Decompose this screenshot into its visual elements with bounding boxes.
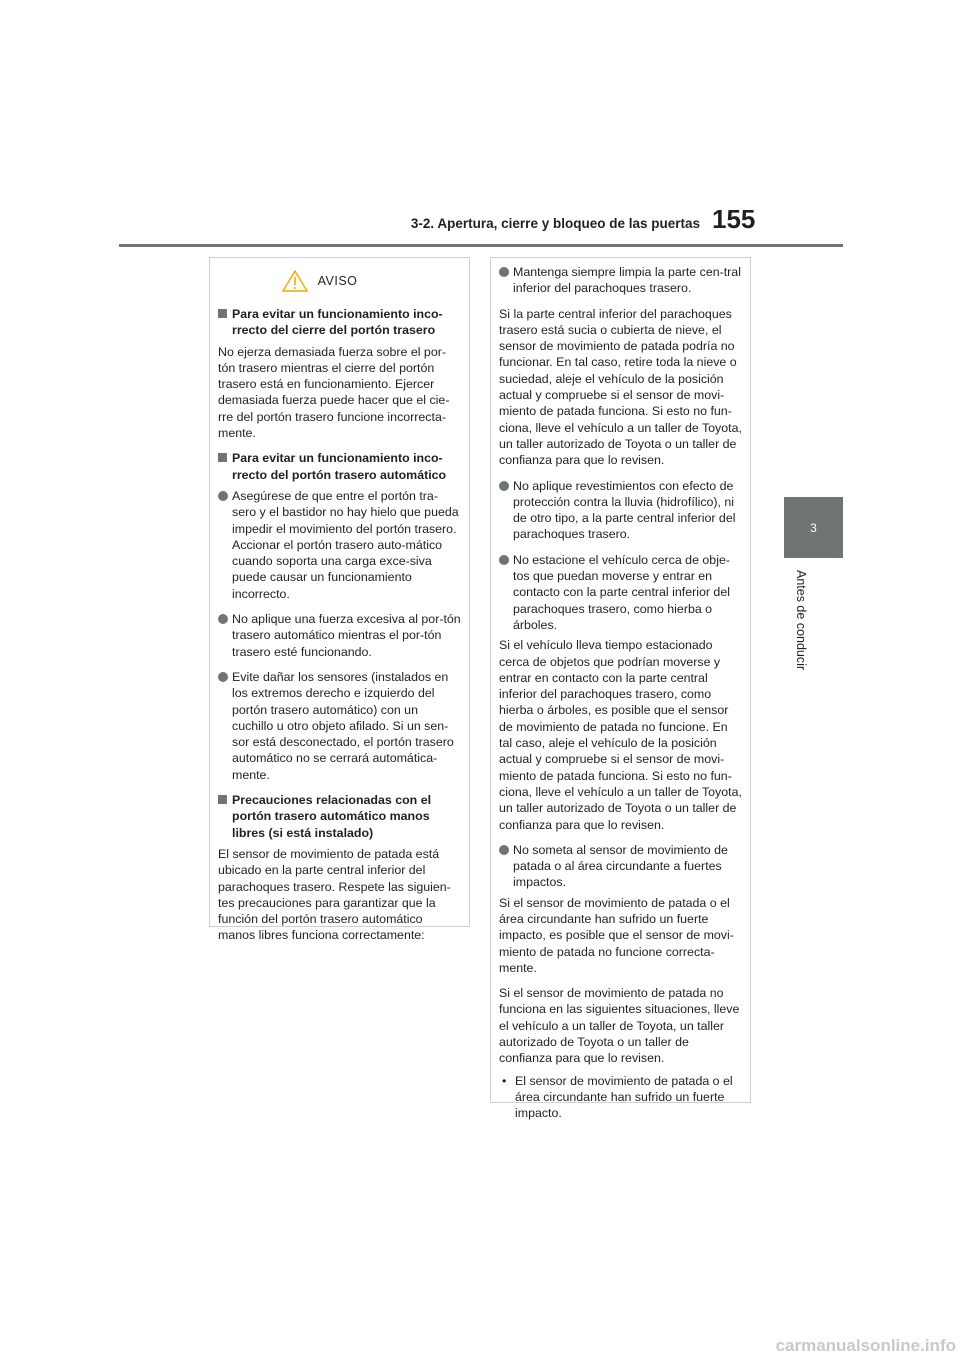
list-item-text: No someta al sensor de movimiento de patada o al área circundante a fuertes impactos. [513, 842, 728, 890]
heading-text: Precauciones relacionadas con el portón trasero automático manos libres (si está instalado) [232, 793, 432, 840]
page-number: 155 [712, 204, 756, 234]
paragraph: Si el vehículo lleva tiempo estacionado cerca de objetos que podrían moverse y entrar en contacto con la parte central inferior del parachoques trasero, como hierba o árboles, es posible que el sensor de movimiento de patada no funcione. En tal caso, aleje el vehículo de la posición actual y compruebe si el sensor de movi-miento de patada funciona. Si esto no fun-ciona, lleve el vehículo a un taller de Toyota, un taller autorizado de Toyota o un taller de confianza para que lo revisen. [499, 638, 742, 832]
list-item-text: Asegúrese de que entre el portón tra-sero y el bastidor no hay hielo que pueda impedir el movimiento del portón trasero. Accionar el portón trasero auto-mático cuando soporta una carga exce-siva puede causar un funcionamiento incorrecto. [232, 488, 459, 601]
list-item [218, 611, 461, 660]
paragraph: El sensor de movimiento de patada está ubicado en la parte central inferior del parachoques trasero. Respete las siguien-tes precauciones para garantizar que la función del portón trasero automático manos libres funciona correctamente: [218, 846, 451, 943]
heading-text: Para evitar un funcionamiento inco-rrecto del cierre del portón trasero [232, 307, 443, 338]
list-item [499, 842, 742, 891]
warning-box [209, 257, 470, 943]
list-item [218, 669, 461, 783]
watermark: carmanualsonline.info [775, 1336, 956, 1355]
circle-bullet-icon [218, 672, 228, 682]
list-item [499, 264, 742, 297]
section-heading [218, 450, 461, 483]
circle-bullet-icon [499, 845, 509, 855]
square-bullet-icon [218, 309, 227, 318]
paragraph: Si la parte central inferior del parachoques trasero está sucia o cubierta de nieve, el sensor de movimiento de patada podría no funcionar. En tal caso, retire toda la nieve o suciedad, aleje el vehículo de la posición actual y compruebe si el sensor de movi-miento de patada funciona. Si esto no fun-ciona, lleve el vehículo a un taller de Toyota, un taller autorizado de Toyota o un taller de confianza para que lo revisen. [499, 306, 742, 468]
dot-bullet: • [502, 1073, 507, 1088]
header-rule [119, 244, 843, 247]
chapter-tab [784, 497, 843, 558]
section-heading [218, 792, 461, 841]
list-item [499, 552, 742, 633]
list-item-text: No aplique revestimientos con efecto de protección contra la lluvia (hidrofílico), ni de otro tipo, a la parte central inferior del parachoques trasero. [513, 478, 736, 542]
list-item-text: Evite dañar los sensores (instalados en los extremos derecho e izquierdo del portón trasero automático) con un cuchillo u otro objeto afilado. Si un sen-sor está desconectado, el portón trasero automático no se cerrará automática-mente. [232, 669, 454, 782]
paragraph: No ejerza demasiada fuerza sobre el por-tón trasero mientras el cierre del portón trasero está en funcionamiento. Ejercer demasiada fuerza puede hacer que el cie-rre del portón trasero funcione incorrecta-mente. [218, 344, 450, 441]
circle-bullet-icon [499, 267, 509, 277]
list-item [499, 1073, 742, 1122]
chapter-number: 3 [810, 520, 817, 535]
circle-bullet-icon [218, 614, 228, 624]
circle-bullet-icon [499, 481, 509, 491]
list-item-text: No estacione el vehículo cerca de obje-tos que puedan moverse y entrar en contacto con la parte central inferior del parachoques trasero, como hierba o árboles. [513, 552, 730, 632]
chapter-label: Antes de conducir [794, 570, 808, 671]
warning-label: AVISO [317, 273, 358, 288]
list-item-text: El sensor de movimiento de patada o el área circundante han sufrido un fuerte impacto. [515, 1073, 733, 1121]
square-bullet-icon [218, 453, 227, 462]
circle-bullet-icon [218, 491, 228, 501]
circle-bullet-icon [499, 555, 509, 565]
warning-header [178, 270, 461, 292]
section-heading [218, 306, 461, 339]
warning-triangle-icon [282, 270, 308, 292]
section-title: 3-2. Apertura, cierre y bloqueo de las puertas [410, 216, 700, 231]
list-item-text: No aplique una fuerza excesiva al por-tón trasero automático mientras el por-tón trasero esté funcionando. [232, 612, 461, 659]
heading-text: Para evitar un funcionamiento inco-rrecto del portón trasero automático [232, 451, 447, 482]
paragraph: Si el sensor de movimiento de patada o el área circundante han sufrido un fuerte impacto, es posible que el sensor de movi-miento de patada no funcione correcta-mente. [499, 895, 734, 975]
warning-box-continued [490, 257, 751, 1121]
list-item [218, 488, 461, 602]
list-item [499, 478, 742, 543]
paragraph: Si el sensor de movimiento de patada no funciona en las siguientes situaciones, lleve el vehículo a un taller de Toyota, un taller autorizado de Toyota o un taller de confianza para que lo revisen. [499, 986, 740, 1066]
square-bullet-icon [218, 795, 227, 804]
list-item-text: Mantenga siempre limpia la parte cen-tral inferior del parachoques trasero. [513, 265, 741, 296]
